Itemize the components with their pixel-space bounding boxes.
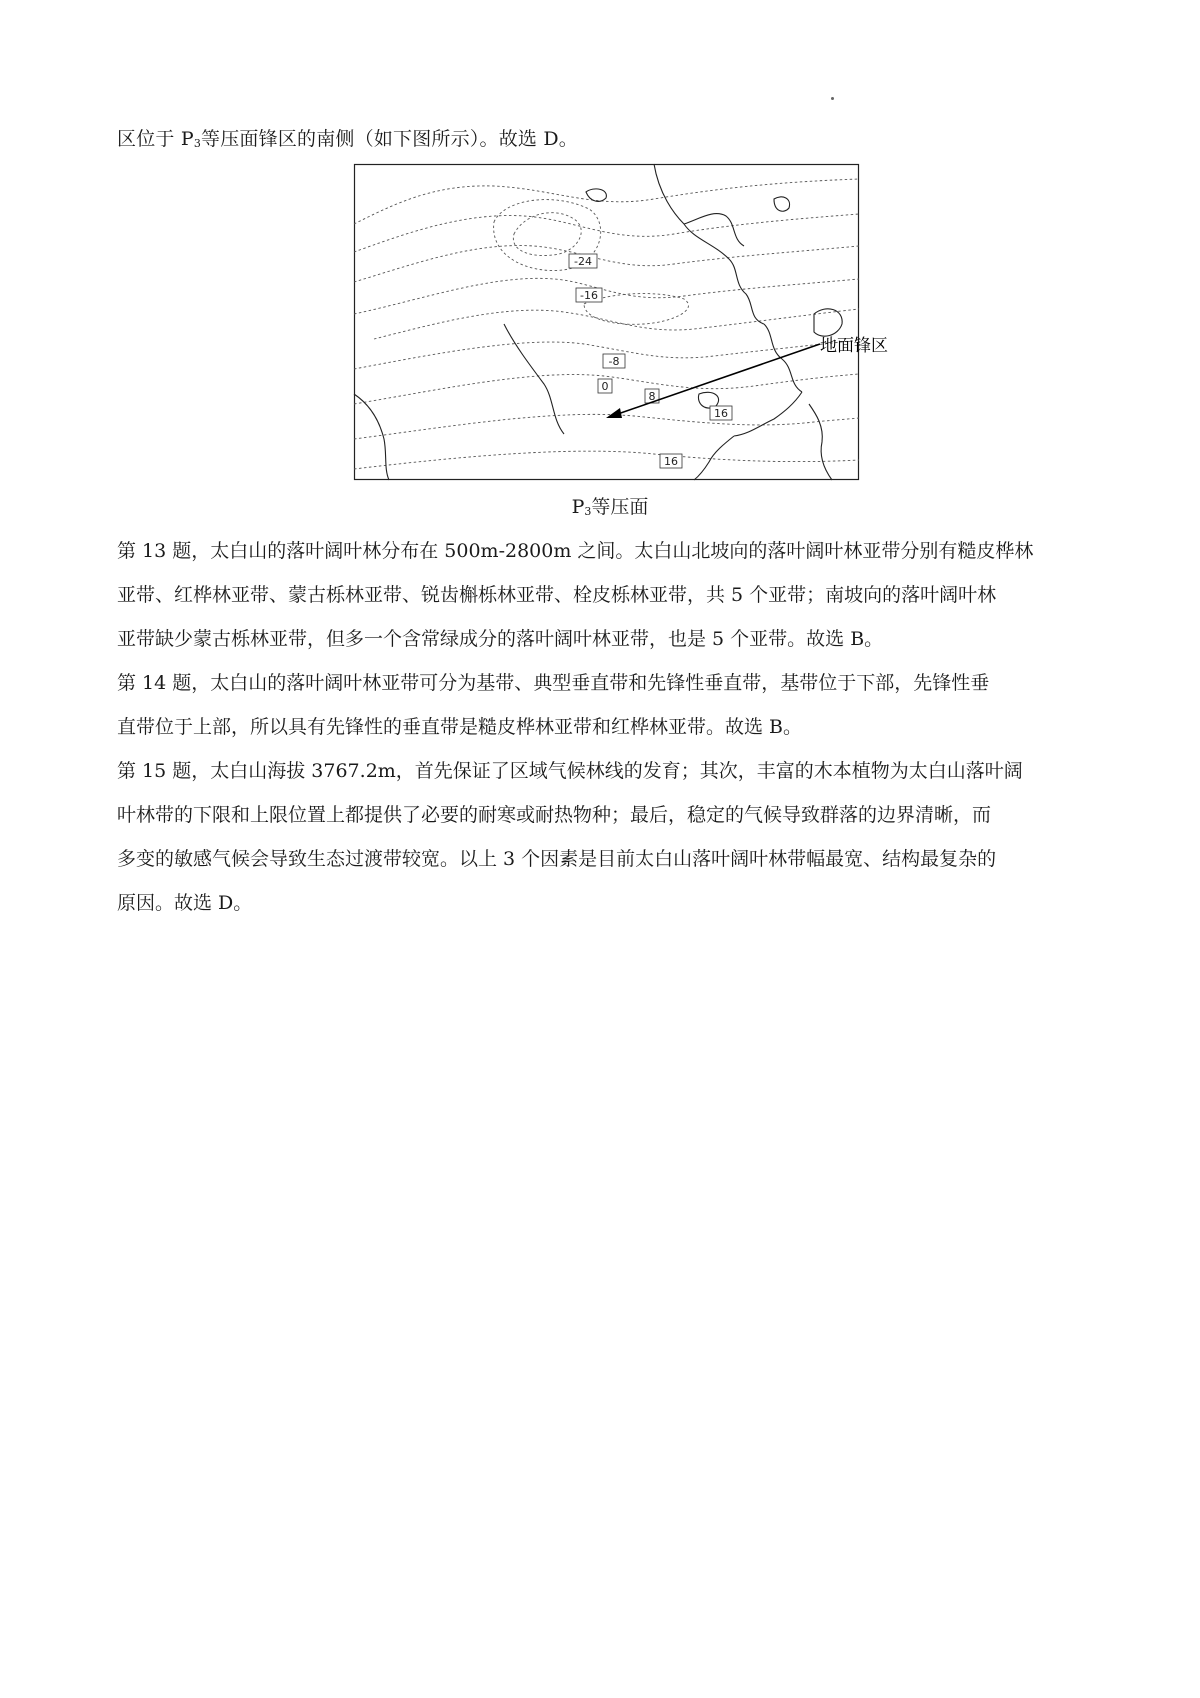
isobaric-map-figure [354, 164, 888, 480]
intro-text-after: 等压面锋区的南侧（如下图所示）。故选 D。 [201, 128, 579, 150]
paragraph-q13 [117, 536, 1097, 668]
stray-dot [831, 97, 834, 100]
contour-label-neg24: -24 [574, 255, 592, 268]
intro-line [117, 124, 578, 159]
paragraph-line: 叶林带的下限和上限位置上都提供了必要的耐寒或耐热物种；最后，稳定的气候导致群落的边界清晰，而 [117, 804, 992, 826]
paragraph-line: 原因。故选 D。 [117, 892, 253, 914]
figure-caption [550, 492, 670, 527]
contour-label-16-east: 16 [714, 407, 728, 420]
surface-front-label: 地面锋区 [820, 336, 888, 356]
paragraph-line: 第 13 题，太白山的落叶阔叶林分布在 500m-2800m 之间。太白山北坡向的落叶阔叶林亚带分别有糙皮桦林 [117, 540, 1034, 562]
caption-suffix: 等压面 [591, 496, 649, 518]
contour-label-8: 8 [648, 390, 656, 403]
paragraph-line: 亚带缺少蒙古栎林亚带，但多一个含常绿成分的落叶阔叶林亚带，也是 5 个亚带。故选 B。 [117, 628, 884, 650]
paragraph-line: 亚带、红桦林亚带、蒙古栎林亚带、锐齿槲栎林亚带、栓皮栎林亚带，共 5 个亚带；南坡向的落叶阔叶林 [117, 584, 997, 606]
caption-subscript: 3 [584, 505, 592, 518]
paragraph-q15 [117, 756, 1097, 932]
paragraph-line: 直带位于上部，所以具有先锋性的垂直带是糙皮桦林亚带和红桦林亚带。故选 B。 [117, 716, 803, 738]
contour-label-neg16: -16 [580, 289, 598, 302]
contour-label-16-south: 16 [664, 455, 678, 468]
contour-label-0: 0 [601, 380, 609, 393]
paragraph-line: 多变的敏感气候会导致生态过渡带较宽。以上 3 个因素是目前太白山落叶阔叶林带幅最宽、结构最复杂的 [117, 848, 997, 870]
paragraph-q14 [117, 668, 1097, 756]
paragraph-line: 第 15 题，太白山海拔 3767.2m，首先保证了区域气候林线的发育；其次，丰富的木本植物为太白山落叶阔 [117, 760, 1023, 782]
caption-main: P [571, 496, 585, 518]
contour-label-neg8: -8 [608, 355, 620, 368]
paragraph-line: 第 14 题，太白山的落叶阔叶林亚带可分为基带、典型垂直带和先锋性垂直带，基带位于下部，先锋性垂 [117, 672, 990, 694]
intro-subscript: 3 [193, 137, 202, 150]
intro-text-before: 区位于 P [117, 128, 194, 150]
isobaric-map [354, 164, 888, 480]
